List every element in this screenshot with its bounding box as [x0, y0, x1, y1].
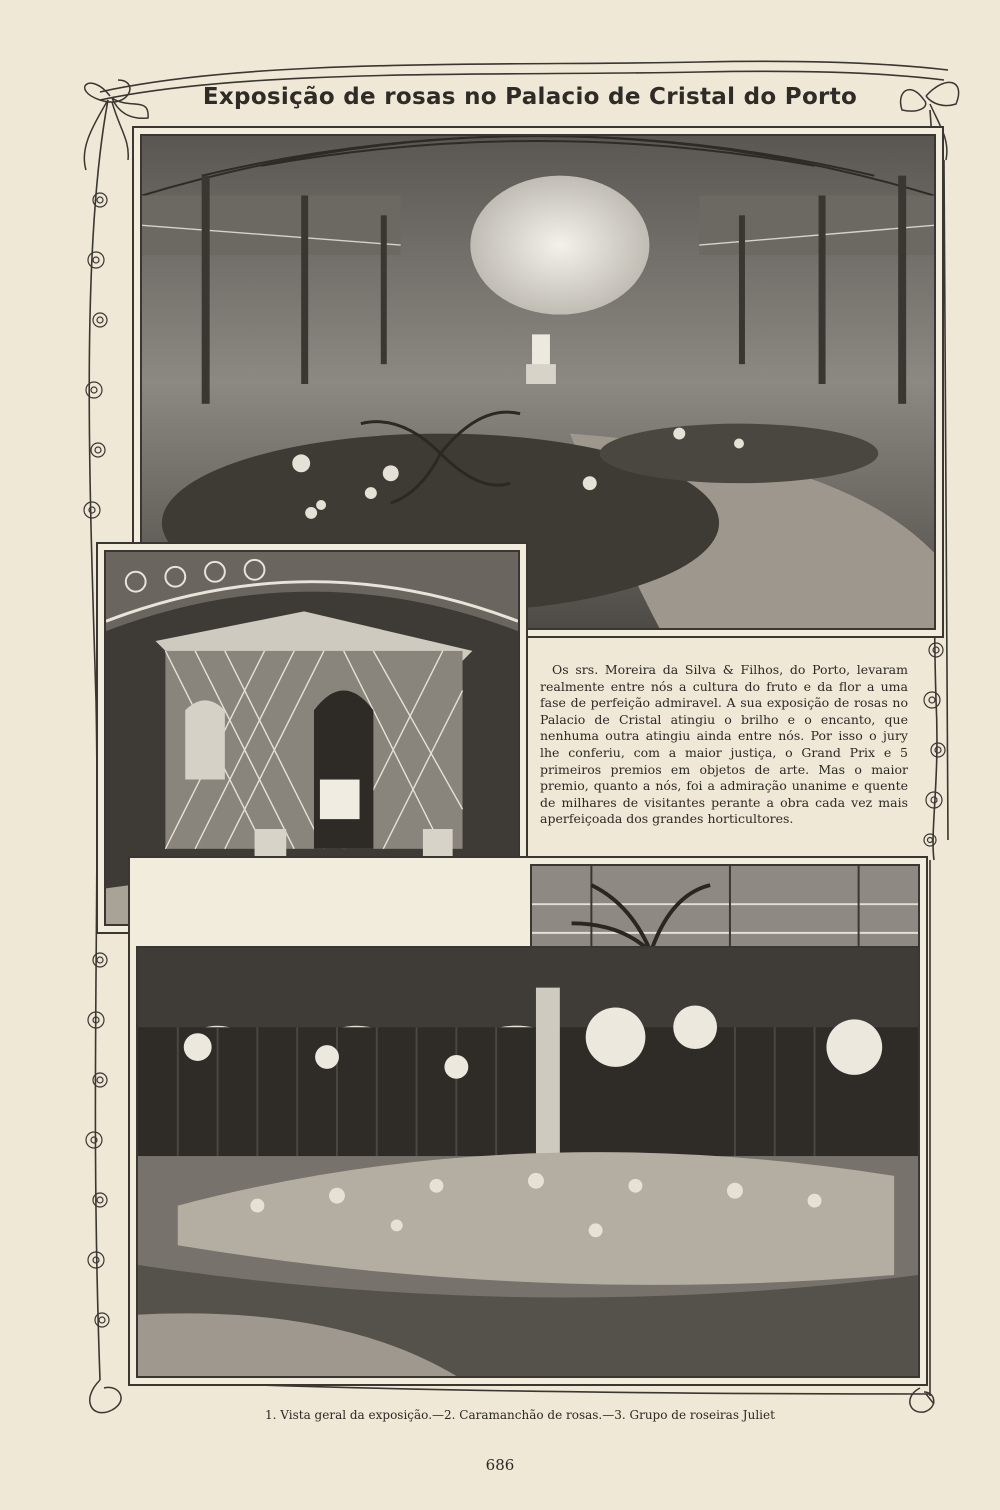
article-paragraph: Os srs. Moreira da Silva & Filhos, do Porto, levaram realmente entre nós a cultura do fruto e da flor a uma fase de perfeição admiravel. A sua exposição de rosas no Palacio de Cristal atingiu o brilho e o encanto, que nenhuma outra atingiu ainda entre nós. Por isso o jury lhe conferiu, com a maior justiça, o Grand Prix e 5 primeiros premios em objetos de arte. Mas o maior premio, quanto a nós, foi a admiração unanime e quente de milhares de visitantes perante a obra cada vez mais aperfeiçoada dos grandes horticultores.: [540, 662, 908, 827]
ribbon-bottom-right: [910, 1388, 934, 1412]
page-number: 686: [485, 1456, 515, 1474]
photo-juliet-roses-top: [530, 864, 920, 954]
photo-juliet-roses: [136, 946, 920, 1378]
ribbon-bottom-left: [90, 1380, 121, 1413]
photo-captions: 1. Vista geral da exposição.—2. Caramanchão de rosas.—3. Grupo de roseiras Juliet: [265, 1408, 775, 1422]
page-title: Exposição de rosas no Palacio de Cristal do Porto: [202, 84, 858, 110]
rose-vine-right: [924, 643, 945, 846]
